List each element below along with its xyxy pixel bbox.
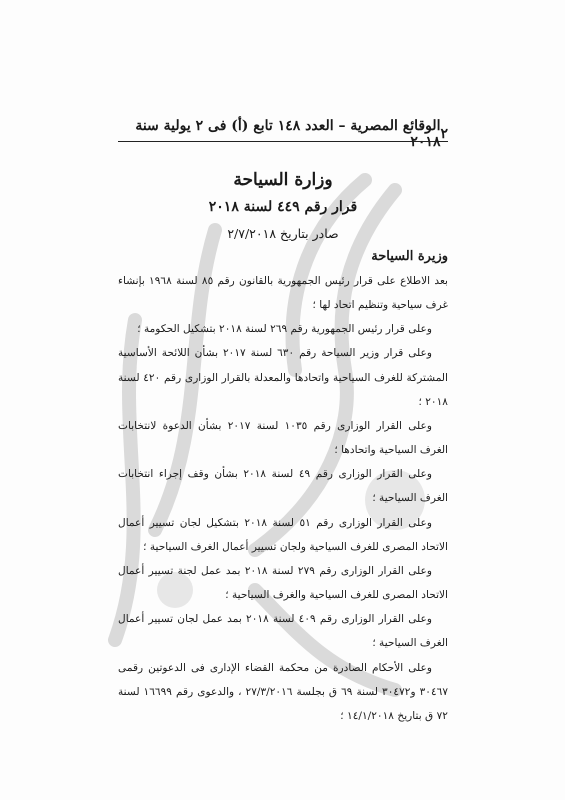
decree-paragraph: وعلى القرار الوزارى رقم ٥١ لسنة ٢٠١٨ بتشكيل لجان تسيير أعمال الاتحاد المصرى للغرف السياحية ولجان تسيير أعمال الغرف السياحية ؛ <box>118 516 448 553</box>
decree-date: صادر بتاريخ ٢/٧/٢٠١٨ <box>227 226 339 241</box>
minister-heading: وزيرة السياحة <box>371 249 448 264</box>
running-header <box>118 118 448 150</box>
decree-paragraph: وعلى قرار وزير السياحة رقم ٦٣٠ لسنة ٢٠١٧ بشأن اللائحة الأساسية المشتركة للغرف السياحية واتحادها والمعدلة بالقرار الوزارى رقم ٤٢٠ لسنة ٢٠١٨ ؛ <box>118 347 448 408</box>
decree-paragraph: وعلى الأحكام الصادرة من محكمة القضاء الإدارى فى الدعوتين رقمى ٣٠٤٦٧ و٣٠٤٧٢ لسنة ٦٩ ق بجلسة ٢٧/٣/٢٠١٦ ، والدعوى رقم ١٦٦٩٩ لسنة ٧٢ ق بتاريخ ١٤/١/٢٠١٨ ؛ <box>118 661 449 722</box>
running-title: الوقائع المصرية – العدد ١٤٨ تابع (أ) فى ٢ يولية سنة ٢٠١٨ <box>135 118 441 150</box>
page-number: ٢ <box>440 126 448 142</box>
decree-paragraph: وعلى قرار رئيس الجمهورية رقم ٢٦٩ لسنة ٢٠١٨ بتشكيل الحكومة ؛ <box>137 323 432 336</box>
decree-paragraph: وعلى القرار الوزارى رقم ٤٠٩ لسنة ٢٠١٨ بمد عمل لجان تسيير أعمال الغرف السياحية ؛ <box>118 613 448 650</box>
ministry-title: وزارة السياحة <box>233 170 333 190</box>
decree-body <box>118 269 448 728</box>
decree-title: قرار رقم ٤٤٩ لسنة ٢٠١٨ <box>208 199 358 215</box>
decree-paragraph: وعلى القرار الوزارى رقم ١٠٣٥ لسنة ٢٠١٧ بشأن الدعوة لانتخابات الغرف السياحية واتحادها ؛ <box>118 419 448 457</box>
decree-paragraph: وعلى القرار الوزارى رقم ٤٩ لسنة ٢٠١٨ بشأن وقف إجراء انتخابات الغرف السياحية ؛ <box>118 468 448 505</box>
decree-paragraph: وعلى القرار الوزارى رقم ٢٧٩ لسنة ٢٠١٨ بمد عمل لجنة تسيير أعمال الاتحاد المصرى للغرف السياحية والغرف السياحية ؛ <box>118 564 448 602</box>
decree-paragraph: بعد الاطلاع على قرار رئيس الجمهورية بالقانون رقم ٨٥ لسنة ١٩٦٨ بإنشاء غرف سياحية وتنظيم اتحاد لها ؛ <box>118 275 449 312</box>
header-divider <box>118 141 448 142</box>
